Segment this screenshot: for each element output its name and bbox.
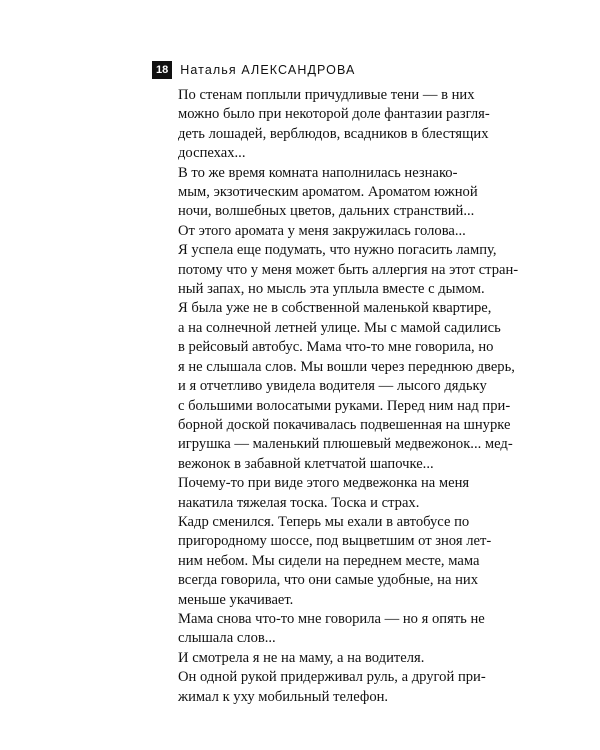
text-line: можно было при некоторой доле фантазии разгля- <box>178 106 490 123</box>
text-line: потому что у меня может быть аллергия на этот стран- <box>178 261 519 278</box>
page-number: 18 <box>152 61 172 79</box>
text-line: а на солнечной летней улице. Мы с мамой садились <box>178 319 501 336</box>
text-line: И смотрела я не на маму, а на водителя. <box>178 649 425 666</box>
text-line: ним небом. Мы сидели на переднем месте, мама <box>178 552 480 569</box>
text-line: в рейсовый автобус. Мама что-то мне говорила, но <box>178 339 494 356</box>
text-line: меньше укачивает. <box>178 591 294 608</box>
text-line: Я была уже не в собственной маленькой квартире, <box>178 300 492 317</box>
text-line: Кадр сменился. Теперь мы ехали в автобусе по <box>178 513 470 530</box>
paragraph <box>158 474 470 513</box>
paragraph <box>158 649 440 668</box>
text-line: всегда говорила, что они самые удобные, на них <box>178 572 479 589</box>
paragraph <box>158 164 478 222</box>
text-line: пригородному шоссе, под выцветшим от зноя лет- <box>178 533 492 550</box>
text-body <box>158 86 519 707</box>
running-head <box>152 61 355 79</box>
text-line: ный запах, но мысль эта уплыла вместе с дымом. <box>178 281 485 298</box>
text-line: я не слышала слов. Мы вошли через переднюю дверь, <box>178 358 515 375</box>
text-line: Мама снова что-то мне говорила — но я опять не <box>178 610 485 627</box>
text-line: и я отчетливо увидела водителя — лысого дядьку <box>178 378 487 395</box>
paragraph <box>158 299 515 474</box>
text-line: доспехах... <box>178 145 246 162</box>
text-line: мым, экзотическим ароматом. Ароматом южной <box>178 184 478 201</box>
paragraph <box>158 513 492 610</box>
text-line: По стенам поплыли причудливые тени — в них <box>178 87 475 103</box>
text-line: Почему-то при виде этого медвежонка на меня <box>178 475 470 492</box>
text-line: с большими волосатыми руками. Перед ним над при- <box>178 397 511 414</box>
text-line: деть лошадей, верблюдов, всадников в блестящих <box>178 125 489 142</box>
paragraph <box>158 86 490 164</box>
text-line: ночи, волшебных цветов, дальних странствий... <box>178 203 475 220</box>
paragraph <box>158 222 519 300</box>
header-author: Наталья АЛЕКСАНДРОВА <box>180 63 356 77</box>
paragraph <box>158 668 486 707</box>
paragraph <box>158 610 485 649</box>
text-line: Я успела еще подумать, что нужно погасить лампу, <box>178 242 497 259</box>
text-line: игрушка — маленький плюшевый медвежонок... мед- <box>178 436 513 453</box>
text-line: От этого аромата у меня закружилась голова... <box>178 222 466 239</box>
text-line: В то же время комната наполнилась незнако- <box>178 164 458 181</box>
text-line: слышала слов... <box>178 630 276 647</box>
text-line: жимал к уху мобильный телефон. <box>178 688 389 705</box>
text-line: накатила тяжелая тоска. Тоска и страх. <box>178 494 420 511</box>
text-line: Он одной рукой придерживал руль, а другой при- <box>178 669 486 686</box>
text-line: борной доской покачивалась подвешенная на шнурке <box>178 416 511 433</box>
text-line: вежонок в забавной клетчатой шапочке... <box>178 455 434 472</box>
